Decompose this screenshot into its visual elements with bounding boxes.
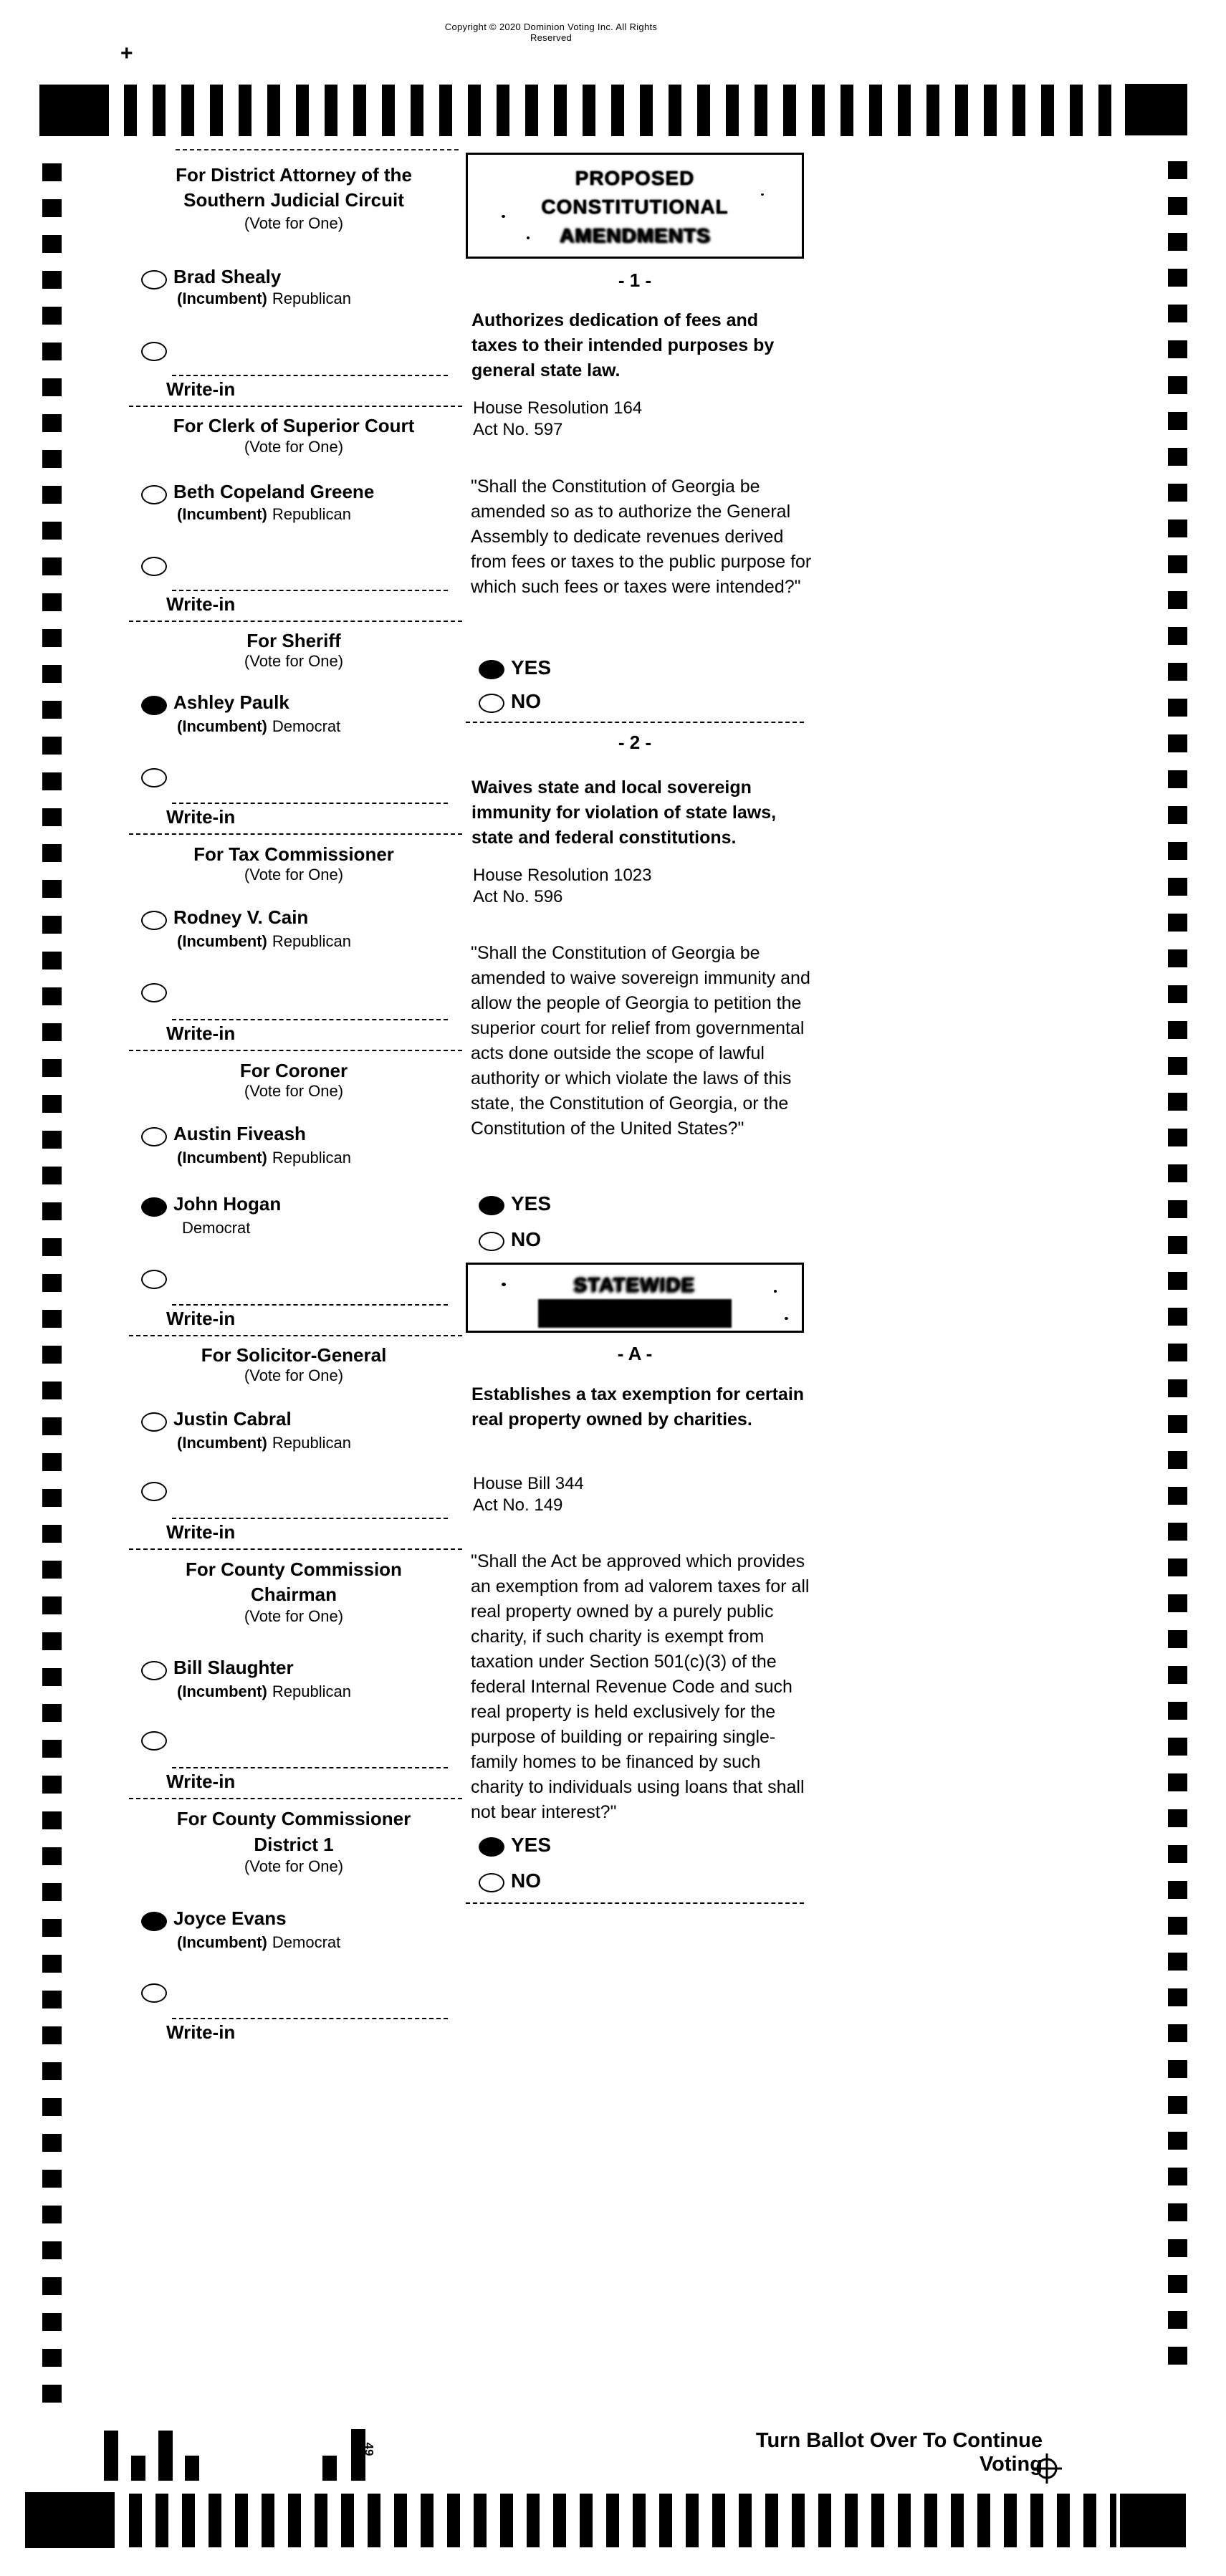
section-separator xyxy=(176,149,459,150)
header-line: CONSTITUTIONAL xyxy=(541,196,729,218)
incumbent-label: (Incumbent) xyxy=(177,1434,267,1452)
candidate-detail xyxy=(177,932,351,951)
race-title: For District Attorney of the xyxy=(176,164,412,186)
incumbent-label: (Incumbent) xyxy=(177,289,267,307)
party-label: Democrat xyxy=(272,1933,341,1951)
section-separator xyxy=(129,1798,462,1799)
no-label: NO xyxy=(511,1228,541,1250)
header-line-blotted: REFERENDUM xyxy=(538,1299,732,1328)
section-separator xyxy=(129,1335,462,1336)
oval-write-in-commissioner-district-1[interactable] xyxy=(141,1983,167,2003)
timing-mark-row-bottom xyxy=(129,2494,1116,2547)
oval-bill-slaughter[interactable] xyxy=(141,1661,167,1680)
referendum-header-box xyxy=(466,1263,804,1333)
measure-question: "Shall the Constitution of Georgia be amended to waive sovereign immunity and allow the people of Georgia to petition the superior court for relief from governmental acts done outside the scope of lawful authority or which violate the laws of this state, the Constitution of Georgia, or the Constitution of the United States?" xyxy=(471,943,810,1139)
registration-plus-mark: + xyxy=(120,42,133,65)
oval-no-amendment-2[interactable] xyxy=(479,1232,504,1251)
vote-instruction: (Vote for One) xyxy=(244,866,344,884)
scan-noise xyxy=(785,1317,788,1320)
candidate-name: John Hogan xyxy=(173,1193,282,1215)
incumbent-label: (Incumbent) xyxy=(177,1933,267,1951)
timing-block-bottom-left xyxy=(25,2492,115,2548)
party-label: Democrat xyxy=(182,1219,251,1237)
party-label: Republican xyxy=(272,932,351,950)
yes-label: YES xyxy=(511,1834,552,1856)
candidate-detail xyxy=(177,1933,340,1952)
race-title: For Solicitor-General xyxy=(201,1344,387,1366)
write-in-label: Write-in xyxy=(166,1771,236,1792)
incumbent-label: (Incumbent) xyxy=(177,1149,267,1167)
section-separator xyxy=(129,621,462,622)
measure-number: - A - xyxy=(617,1343,653,1364)
oval-write-in-coroner[interactable] xyxy=(141,1270,167,1289)
write-in-label: Write-in xyxy=(166,2021,236,2043)
oval-rodney-v-cain[interactable] xyxy=(141,911,167,930)
measure-summary: Establishes a tax exemption for certain real property owned by charities. xyxy=(471,1384,805,1430)
vote-instruction: (Vote for One) xyxy=(244,1082,344,1100)
bill-reference: House Resolution 1023 xyxy=(473,866,652,885)
write-in-line[interactable] xyxy=(172,1518,448,1519)
copyright-line: Copyright © 2020 Dominion Voting Inc. All Rights Reserved xyxy=(444,21,658,43)
party-label: Republican xyxy=(272,1434,351,1452)
write-in-line[interactable] xyxy=(172,375,448,376)
ballot-barcode-bar xyxy=(158,2431,173,2481)
scan-noise xyxy=(545,1311,548,1315)
ballot-barcode-bar xyxy=(104,2431,118,2481)
incumbent-label: (Incumbent) xyxy=(177,717,267,735)
write-in-line[interactable] xyxy=(172,1767,448,1768)
oval-write-in-district-attorney[interactable] xyxy=(141,342,167,361)
oval-write-in-clerk[interactable] xyxy=(141,557,167,576)
header-line: AMENDMENTS xyxy=(559,224,711,246)
vote-instruction: (Vote for One) xyxy=(244,1607,344,1625)
vote-instruction: (Vote for One) xyxy=(244,1857,344,1875)
write-in-label: Write-in xyxy=(166,1023,236,1044)
oval-austin-fiveash[interactable] xyxy=(141,1127,167,1146)
measure-number: - 2 - xyxy=(618,732,652,753)
oval-ashley-paulk-filled[interactable] xyxy=(141,696,167,715)
bill-reference: Act No. 597 xyxy=(473,420,563,439)
oval-yes-amendment-1-filled[interactable] xyxy=(479,660,504,679)
write-in-label: Write-in xyxy=(166,806,236,828)
candidate-name: Beth Copeland Greene xyxy=(173,481,375,502)
no-label: NO xyxy=(511,690,541,712)
candidate-detail xyxy=(177,1149,351,1167)
candidate-name: Ashley Paulk xyxy=(173,691,289,713)
incumbent-label: (Incumbent) xyxy=(177,1682,267,1700)
oval-yes-referendum-a-filled[interactable] xyxy=(479,1837,504,1857)
turn-ballot-over-notice: Turn Ballot Over To Continue Voting xyxy=(755,2429,1043,2476)
oval-no-amendment-1[interactable] xyxy=(479,694,504,713)
timing-block-top-left xyxy=(39,85,109,136)
race-title: For County Commissioner xyxy=(176,1808,411,1829)
candidate-detail xyxy=(177,289,351,308)
measure-summary: Authorizes dedication of fees and taxes to their intended purposes by general state law. xyxy=(471,310,775,380)
section-separator xyxy=(129,1548,462,1550)
oval-joyce-evans-filled[interactable] xyxy=(141,1912,167,1931)
candidate-name: Joyce Evans xyxy=(173,1907,287,1929)
candidate-name: Austin Fiveash xyxy=(173,1123,306,1144)
candidate-detail xyxy=(177,1434,351,1452)
ballot-barcode-bar xyxy=(185,2456,199,2481)
timing-mark-row-top xyxy=(124,85,1120,136)
timing-block-top-right xyxy=(1125,84,1187,135)
oval-john-hogan-filled[interactable] xyxy=(141,1197,167,1217)
write-in-line[interactable] xyxy=(172,1304,448,1306)
incumbent-label: (Incumbent) xyxy=(177,505,267,523)
race-title: For Coroner xyxy=(239,1060,348,1081)
write-in-label: Write-in xyxy=(166,378,236,400)
oval-write-in-commission-chairman[interactable] xyxy=(141,1731,167,1751)
yes-label: YES xyxy=(511,656,552,679)
oval-yes-amendment-2-filled[interactable] xyxy=(479,1196,504,1215)
timing-block-bottom-right xyxy=(1120,2494,1186,2547)
scan-noise xyxy=(502,215,505,218)
write-in-line[interactable] xyxy=(172,803,448,804)
measure-number: - 1 - xyxy=(618,269,652,291)
bill-reference: House Resolution 164 xyxy=(473,398,643,418)
candidate-detail xyxy=(177,505,351,524)
race-title: Chairman xyxy=(251,1584,337,1605)
measure-question: "Shall the Constitution of Georgia be amended so as to authorize the General Assembly to dedicate revenues derived from fees or taxes to the public purpose for which such fees or taxes were intended?" xyxy=(471,477,812,597)
scan-noise xyxy=(527,236,530,239)
oval-justin-cabral[interactable] xyxy=(141,1412,167,1432)
measure-summary: Waives state and local sovereign immunity for violation of state laws, state and federal constitutions. xyxy=(471,777,777,848)
race-title: District 1 xyxy=(254,1834,334,1855)
no-label: NO xyxy=(511,1869,541,1892)
scan-noise xyxy=(502,1283,506,1286)
candidate-detail xyxy=(177,1682,351,1701)
yes-label: YES xyxy=(511,1192,552,1215)
section-separator xyxy=(129,1050,462,1051)
candidate-name: Justin Cabral xyxy=(173,1408,292,1430)
race-title: For Sheriff xyxy=(246,630,341,651)
oval-no-referendum-a[interactable] xyxy=(479,1873,504,1892)
candidate-detail xyxy=(177,717,340,736)
race-title: For Clerk of Superior Court xyxy=(173,415,415,436)
candidate-name: Brad Shealy xyxy=(173,266,282,287)
write-in-label: Write-in xyxy=(166,1308,236,1329)
incumbent-label: (Incumbent) xyxy=(177,932,267,950)
timing-mark-column-right xyxy=(1168,161,1187,2366)
oval-write-in-sheriff[interactable] xyxy=(141,768,167,787)
write-in-line[interactable] xyxy=(172,1019,448,1020)
corner-code: 49 xyxy=(362,2442,376,2456)
race-title: Southern Judicial Circuit xyxy=(183,189,404,211)
vote-instruction: (Vote for One) xyxy=(244,438,344,456)
section-separator xyxy=(129,833,462,835)
amendments-header-box xyxy=(466,153,804,259)
oval-write-in-tax-commissioner[interactable] xyxy=(141,983,167,1002)
party-label: Republican xyxy=(272,289,351,307)
header-line: PROPOSED xyxy=(575,167,695,189)
party-label: Republican xyxy=(272,1149,351,1167)
candidate-detail xyxy=(177,1219,250,1237)
write-in-label: Write-in xyxy=(166,593,236,615)
candidate-name: Bill Slaughter xyxy=(173,1657,294,1678)
oval-write-in-solicitor-general[interactable] xyxy=(141,1482,167,1501)
section-separator xyxy=(466,1902,804,1904)
candidate-name: Rodney V. Cain xyxy=(173,906,309,928)
ballot-barcode-bar xyxy=(131,2456,145,2481)
bill-reference: Act No. 596 xyxy=(473,887,563,906)
registration-target-icon xyxy=(1030,2452,1063,2485)
write-in-label: Write-in xyxy=(166,1521,236,1543)
race-title: For County Commission xyxy=(186,1558,402,1580)
header-line: STATEWIDE xyxy=(574,1273,696,1296)
section-separator xyxy=(129,406,462,407)
ballot-barcode-bar xyxy=(322,2456,337,2481)
oval-beth-copeland-greene[interactable] xyxy=(141,485,167,504)
vote-instruction: (Vote for One) xyxy=(244,1366,344,1384)
oval-brad-shealy[interactable] xyxy=(141,270,167,289)
section-separator xyxy=(466,722,804,723)
vote-instruction: (Vote for One) xyxy=(244,652,344,670)
race-title: For Tax Commissioner xyxy=(193,843,394,865)
measure-question: "Shall the Act be approved which provides an exemption from ad valorem taxes for all real property owned by a purely public charity, if such charity is exempt from taxation under Section 501(c)(3) of the federal Internal Revenue Code and such real property is held exclusively for the purpose of building or repairing single-family homes to be financed by such charity to individuals using loans that shall not bear interest?" xyxy=(471,1551,810,1822)
bill-reference: House Bill 344 xyxy=(473,1474,584,1493)
party-label: Democrat xyxy=(272,717,341,735)
timing-mark-column-left xyxy=(42,163,62,2404)
vote-instruction: (Vote for One) xyxy=(244,214,344,232)
write-in-line[interactable] xyxy=(172,2018,448,2019)
party-label: Republican xyxy=(272,1682,351,1700)
bill-reference: Act No. 149 xyxy=(473,1495,563,1515)
scan-noise xyxy=(761,193,764,196)
scan-noise xyxy=(774,1290,777,1293)
write-in-line[interactable] xyxy=(172,590,448,591)
party-label: Republican xyxy=(272,505,351,523)
